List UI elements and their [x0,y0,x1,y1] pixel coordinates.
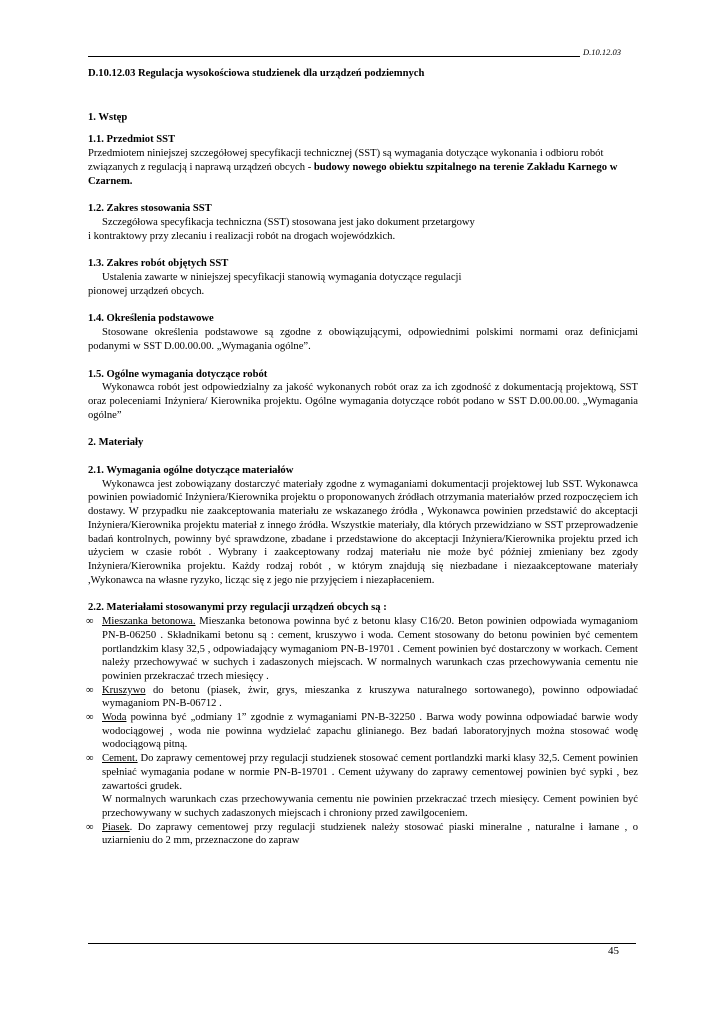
section-1-3-heading: 1.3. Zakres robót objętych SST [88,258,229,270]
document-body [88,67,638,848]
section-1-2-line1: Szczegółowa specyfikacja techniczna (SST) stosowana jest jako dokument przetargowy [102,216,475,228]
list-item: ∞ Cement. Do zaprawy cementowej przy regulacji studzienek stosować cement portlandzki marki klasy 32,5. Cement powinien spełniać wymagania podane w normie PN-B-19701 . Cement używany do zaprawy cementowej powinien być sypki , bez zawartości grudek. W normalnych warunkach czas przechowywania cementu nie powinien przekraczać trzech miesięcy. Cement powinien być przechowywany w suchych zadaszonych miejscach i chroniony przed zawilgoceniem. [86,753,638,819]
infinity-bullet-icon: ∞ [86,821,94,833]
list-item: ∞ Woda powinna być „odmiany 1” zgodnie z wymaganiami PN-B-32250 . Barwa wody powinna odpowiadać barwie wody wodociągowej , woda nie powinna wydzielać zapachu glinianego. Bez badań laboratoryjnych można stosować wodę wodociągową pitną. [86,712,638,751]
header-code: D.10.12.03 [583,47,622,57]
section-1-2-line2: i kontraktowy przy zlecaniu i realizacji robót na drogach wojewódzkich. [88,230,396,242]
section-1-3-line2: pionowej urządzeń obcych. [88,285,205,297]
infinity-bullet-icon: ∞ [86,712,94,724]
section-1-4-text: Stosowane określenia podstawowe są zgodne z obowiązującymi, odpowiednimi polskimi normami oraz definicjami podanymi w SST D.00.00.00. „Wymagania ogólne”. [88,327,638,352]
materials-list [88,615,638,848]
document-title: D.10.12.03 Regulacja wysokościowa studzienek dla urządzeń podziemnych [88,68,425,79]
list-item: ∞ Kruszywo do betonu (piasek, żwir, grys, mieszanka z kruszywa naturalnego sortowanego), powinno odpowiadać wymaganiom PN-B-06712 . [86,684,638,710]
section-2-1-heading: 2.1. Wymagania ogólne dotyczące materiałów [88,465,294,477]
infinity-bullet-icon: ∞ [86,684,94,696]
section-1-1-heading: 1.1. Przedmiot SST [88,134,176,146]
section-1-2-heading: 1.2. Zakres stosowania SST [88,203,212,215]
infinity-bullet-icon: ∞ [86,753,94,765]
section-1-1-bold: budowy nowego obiektu szpitalnego na terenie Zakładu Karnego w Czarnem. [88,161,618,187]
section-1-5-text: Wykonawca robót jest odpowiedzialny za jakość wykonanych robót oraz za ich zgodność z dokumentacją projektową, SST oraz poleceniami Inżyniera/ Kierownika projektu. Ogólne wymagania dotyczące robót podano w SST D.00.00.00. „Wymagania ogólne” [88,382,638,421]
section-1-5-heading: 1.5. Ogólne wymagania dotyczące robót [88,368,268,380]
header-rule [88,56,580,57]
infinity-bullet-icon: ∞ [86,616,94,628]
section-1-3-line1: Ustalenia zawarte w niniejszej specyfikacji stanowią wymagania dotyczące regulacji [102,272,462,284]
section-1-1-text: Przedmiotem niniejszej szczegółowej specyfikacji technicznej (SST) są wymagania dotyczące wykonania i odbioru robót związanych z regulacją i naprawą urządzeń obcych - budowy nowego obiektu szpitalnego na terenie Zakładu Karnego w Czarnem. [88,148,618,187]
list-item: ∞ Piasek. Do zaprawy cementowej przy regulacji studzienek należy stosować piaski mineralne , naturalne i łamane , o uziarnieniu do 2 mm, przeznaczone do zapraw [86,821,638,847]
section-2-heading: 2. Materiały [88,437,144,449]
section-1-4-heading: 1.4. Określenia podstawowe [88,313,214,325]
footer-rule [88,943,636,944]
list-item: ∞ Mieszanka betonowa. Mieszanka betonowa powinna być z betonu klasy C16/20. Beton powinien odpowiada wymaganiom PN-B-06250 . Składnikami betonu są : cement, kruszywo i woda. Cement stosowany do betonu powinien być cementem portlandzkim klasy 32,5 , odpowiadający wymaganiom PN-B-19701 . Cement powinien być dostarczony w workach. Cement należy przechowywać w suchych i zadaszonych miejscach. W normalnych warunkach czas przechowywania cementu nie powinien przekraczać trzech miesięcy . [86,616,638,682]
section-1-heading: 1. Wstęp [88,111,128,123]
page-number: 45 [608,945,619,957]
section-2-1-text: Wykonawca jest zobowiązany dostarczyć materiały zgodne z wymaganiami dokumentacji projektowej lub SST. Wykonawca powinien powiadomić Inżyniera/Kierownika projektu o proponowanych źródłach otrzymania materiałów przed rozpoczęciem ich dostawy. W przypadku nie zaakceptowania materiału ze wskazanego źródła , Wykonawca powinien przedstawić do akceptacji Inżyniera/Kierownika projektu materiał z innego źródła. Wszystkie materiały, dla których przewidziano w SST przeprowadzenie badań kontrolnych, powinny być sprawdzone, zbadane i przedstawione do akceptacji Inżyniera/Kierownika projektu przed ich użyciem w czasie robót . Wybrany i zaakceptowany rodzaj materiału nie może być później zmieniany bez zgody Inżyniera/Kierownika projektu. Każdy rodzaj robót , w którym znajdują się niezbadane i niezaakceptowane materiały ,Wykonawca na własne ryzyko, licząc się z jego nie przyjęciem i niezapłaceniem. [88,478,638,586]
section-2-2-heading: 2.2. Materiałami stosowanymi przy regulacji urządzeń obcych są : [88,602,387,614]
